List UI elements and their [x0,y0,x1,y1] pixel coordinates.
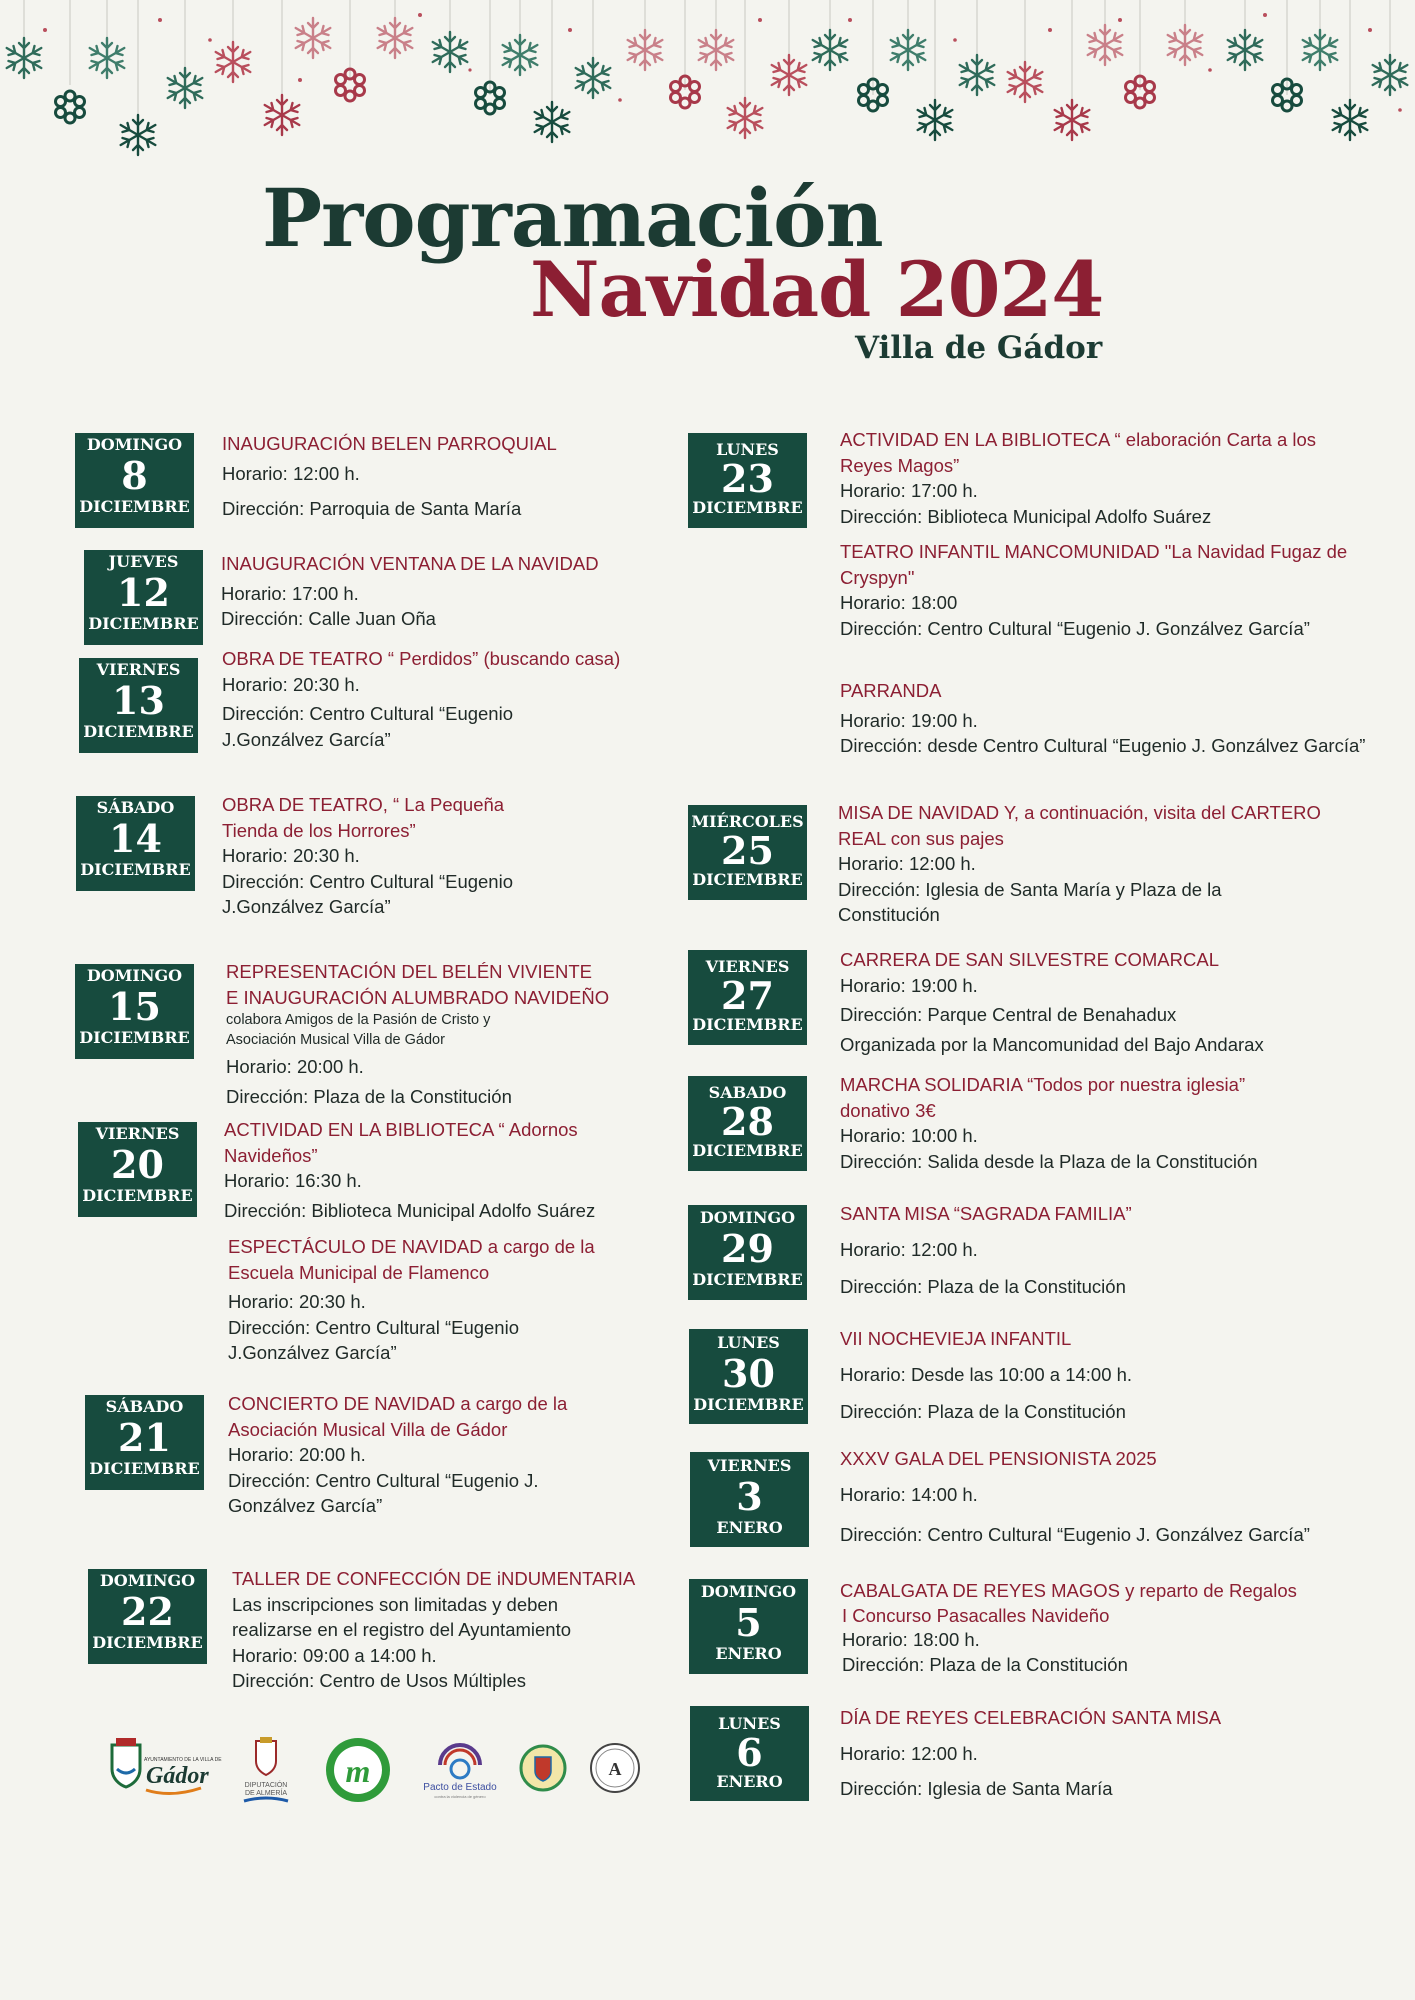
date-badge-20-dic [78,1122,197,1217]
badge-weekday: DOMINGO [86,966,183,985]
event-title: ESPECTÁCULO DE NAVIDAD a cargo de la Escuela Municipal de Flamenco [228,1236,595,1283]
event-marcha-solidaria [840,1072,1380,1174]
event-time: Horario: 12:00 h. [840,1238,978,1260]
event-time: Horario: 20:30 h. [222,845,360,866]
svg-text:AYUNTAMIENTO DE LA VILLA DE: AYUNTAMIENTO DE LA VILLA DE [144,1757,222,1763]
event-place: Dirección: Centro Cultural “Eugenio J.Gonzálvez García” [222,870,513,917]
title-villa-de-gador: Villa de Gádor [855,330,1103,366]
date-badge-25-dic [688,805,807,900]
svg-text:DE ALMERÍA: DE ALMERÍA [244,1790,288,1797]
event-time: Horario: 20:30 h. [222,673,360,695]
event-time: Horario: 12:00 h. [838,853,976,874]
event-place: Dirección: Centro Cultural “Eugenio J.Gonzálvez García” [222,703,513,750]
event-time: Horario: 20:30 h. [228,1291,366,1312]
event-note-line1: colabora Amigos de la Pasión de Cristo y [226,1012,491,1028]
date-badge-27-dic [688,950,807,1045]
badge-month: DICIEMBRE [693,1395,804,1414]
event-title: MARCHA SOLIDARIA “Todos por nuestra iglesia” donativo 3€ [840,1074,1246,1121]
badge-month: DICIEMBRE [692,498,803,517]
event-time: Horario: 20:00 h. [226,1056,364,1077]
event-belen-viviente [226,959,666,1109]
svg-text:DIPUTACIÓN: DIPUTACIÓN [244,1782,288,1789]
event-title: TEATRO INFANTIL MANCOMUNIDAD "La Navidad Fugaz de Cryspyn" [840,541,1348,588]
event-time: Horario: 19:00 h. [840,709,978,731]
event-gala-pensionista [840,1446,1380,1548]
badge-month: DICIEMBRE [692,1270,803,1289]
event-cabalgata-reyes [840,1578,1380,1677]
event-title: CABALGATA DE REYES MAGOS y reparto de Regalos [840,1580,1297,1601]
title-navidad-2024: Navidad 2024 [530,245,1104,334]
badge-day: 15 [108,984,161,1029]
date-badge-28-dic [688,1076,807,1171]
pacto-de-estado-logo [420,1735,500,1805]
badge-month: DICIEMBRE [79,497,190,516]
event-note: Las inscripciones son limitadas y deben realizarse en el registro del Ayuntamiento [232,1593,572,1640]
event-place: Dirección: Centro Cultural “Eugenio J. Gonzálvez García” [840,617,1310,639]
badge-day: 14 [109,816,162,861]
event-place: Dirección: Biblioteca Municipal Adolfo Suárez [224,1199,596,1221]
badge-day: 6 [736,1730,763,1775]
badge-month: DICIEMBRE [89,1459,200,1478]
svg-text:A: A [608,1759,622,1779]
event-title: VII NOCHEVIEJA INFANTIL [840,1328,1072,1349]
event-title-line1: REPRESENTACIÓN DEL BELÉN VIVIENTE [226,961,592,982]
event-santa-misa-sagrada-familia [840,1201,1380,1300]
asociacion-musical-logo [518,1735,568,1805]
event-place: Dirección: Salida desde la Plaza de la Constitución [840,1150,1258,1172]
badge-weekday: DOMINGO [99,1571,196,1590]
badge-weekday: SÁBADO [105,1397,184,1416]
event-place: Dirección: desde Centro Cultural “Eugenio J. Gonzálvez García” [840,735,1366,756]
event-place: Dirección: Plaza de la Constitución [226,1085,512,1107]
event-title: OBRA DE TEATRO, “ La Pequeña Tienda de los Horrores” [222,794,505,841]
event-note-line2: Asociación Musical Villa de Gádor [226,1032,445,1048]
event-time: Horario: 12:00 h. [222,462,360,484]
event-place: Dirección: Plaza de la Constitución [842,1653,1128,1675]
event-time: Horario: 20:00 h. [228,1444,366,1465]
event-place: Dirección: Plaza de la Constitución [840,1401,1126,1422]
event-title: SANTA MISA “SAGRADA FAMILIA” [840,1203,1132,1224]
event-subtitle: I Concurso Pasacalles Navideño [842,1604,1110,1626]
event-title: ACTIVIDAD EN LA BIBLIOTECA “ Adornos Navideños” [224,1119,578,1166]
date-badge-8-dic [75,433,194,528]
badge-month: DICIEMBRE [692,1141,803,1160]
event-title: CONCIERTO DE NAVIDAD a cargo de la Asociación Musical Villa de Gádor [228,1393,568,1440]
event-teatro-perdidos [222,646,667,752]
event-time: Horario: 10:00 h. [840,1125,978,1146]
badge-day: 3 [736,1474,763,1519]
badge-day: 29 [721,1226,774,1271]
event-title: XXXV GALA DEL PENSIONISTA 2025 [840,1448,1157,1469]
badge-day: 22 [121,1589,174,1634]
badge-weekday: SÁBADO [96,798,175,817]
date-badge-29-dic [688,1205,807,1300]
badge-weekday: DOMINGO [86,435,183,454]
badge-month: DICIEMBRE [92,1633,203,1652]
event-concierto-navidad [228,1391,648,1519]
event-time: Horario: 18:00 [840,592,958,613]
mancomunidad-logo [323,1735,393,1805]
event-title-line2: E INAUGURACIÓN ALUMBRADO NAVIDEÑO [226,986,610,1008]
event-note: Organizada por la Mancomunidad del Bajo Andarax [840,1033,1264,1055]
event-place: Dirección: Parque Central de Benahadux [840,1004,1177,1025]
badge-day: 25 [721,828,774,873]
badge-month: DICIEMBRE [83,722,194,741]
badge-day: 8 [121,453,148,498]
badge-weekday: LUNES [717,1333,780,1352]
event-time: Horario: 18:00 h. [842,1628,980,1650]
badge-day: 21 [118,1415,171,1460]
event-time: Horario: 16:30 h. [224,1170,362,1191]
event-biblioteca-adornos [224,1117,669,1223]
title-programacion: Programación [262,171,883,265]
badge-month: DICIEMBRE [88,614,199,633]
badge-month: DICIEMBRE [82,1186,193,1205]
event-place: Dirección: Centro Cultural “Eugenio J.Gonzálvez García” [228,1316,519,1363]
escudo-logo [588,1735,643,1805]
event-place: Dirección: Biblioteca Municipal Adolfo Suárez [840,505,1212,527]
snowflakes [7,18,1408,155]
event-san-silvestre [840,947,1380,1057]
badge-weekday: VIERNES [96,660,181,679]
badge-month: ENERO [715,1644,782,1663]
svg-text:contra la violencia de género: contra la violencia de género [434,1794,486,1799]
event-place: Dirección: Parroquia de Santa María [222,498,522,519]
badge-weekday: JUEVES [108,552,179,571]
event-misa-navidad [838,800,1378,928]
badge-day: 13 [112,678,165,723]
date-badge-5-ene [689,1579,808,1674]
date-badge-30-dic [689,1329,808,1424]
badge-day: 12 [117,570,170,615]
event-place: Dirección: Iglesia de Santa María y Plaza de la Constitución [838,878,1222,925]
event-title: MISA DE NAVIDAD Y, a continuación, visita del CARTERO REAL con sus pajes [838,802,1321,849]
event-title: PARRANDA [840,680,942,701]
event-belen-parroquial [222,431,652,522]
date-badge-15-dic [75,964,194,1059]
event-teatro-infantil [840,539,1380,641]
badge-month: DICIEMBRE [692,870,803,889]
event-ventana-navidad [221,551,661,632]
badge-day: 23 [721,456,774,501]
badge-weekday: MIÉRCOLES [691,812,804,831]
event-place: Dirección: Centro Cultural “Eugenio J. Gonzálvez García” [840,1524,1310,1545]
badge-weekday: LUNES [718,1714,781,1733]
event-taller-indumentaria [232,1566,652,1694]
event-place: Dirección: Plaza de la Constitución [840,1276,1126,1297]
event-place: Dirección: Calle Juan Oña [221,608,436,629]
decor-dots [43,13,1402,112]
badge-weekday: DOMINGO [700,1582,797,1601]
event-nochevieja-infantil [840,1326,1380,1425]
event-title: CARRERA DE SAN SILVESTRE COMARCAL [840,949,1219,970]
date-badge-13-dic [79,658,198,753]
badge-day: 30 [722,1351,775,1396]
event-time: Horario: 19:00 h. [840,974,978,996]
date-badge-12-dic [84,550,203,645]
badge-day: 27 [721,973,774,1018]
badge-month: DICIEMBRE [80,860,191,879]
badge-month: DICIEMBRE [79,1028,190,1047]
event-title: INAUGURACIÓN BELEN PARROQUIAL [222,433,557,454]
badge-month: DICIEMBRE [692,1015,803,1034]
badge-month: ENERO [716,1772,783,1791]
date-badge-6-ene [690,1706,809,1801]
badge-day: 28 [721,1099,774,1144]
event-parranda [840,678,1380,759]
event-time: Horario: Desde las 10:00 a 14:00 h. [840,1363,1133,1385]
sponsor-logos [108,1735,648,1815]
event-time: Horario: 17:00 h. [221,582,359,604]
event-title: TALLER DE CONFECCIÓN DE iNDUMENTARIA [232,1568,636,1589]
event-title: DÍA DE REYES CELEBRACIÓN SANTA MISA [840,1707,1222,1728]
badge-weekday: SABADO [708,1083,787,1102]
badge-weekday: LUNES [716,440,779,459]
event-time: Horario: 14:00 h. [840,1483,978,1505]
event-time: Horario: 09:00 a 14:00 h. [232,1644,437,1666]
event-place: Dirección: Centro Cultural “Eugenio J. Gonzálvez García” [228,1469,539,1516]
badge-weekday: DOMINGO [699,1208,796,1227]
ayuntamiento-gador-logo [108,1735,222,1805]
snowflake-garland [0,0,1415,175]
badge-weekday: VIERNES [705,957,790,976]
date-badge-22-dic [88,1569,207,1664]
event-title: ACTIVIDAD EN LA BIBLIOTECA “ elaboración Carta a los Reyes Magos” [840,429,1317,476]
date-badge-23-dic [688,433,807,528]
svg-text:Pacto de Estado: Pacto de Estado [423,1782,497,1793]
badge-month: ENERO [716,1518,783,1537]
date-badge-21-dic [85,1395,204,1490]
event-place: Dirección: Iglesia de Santa María [840,1778,1113,1799]
event-time: Horario: 12:00 h. [840,1742,978,1764]
event-title: OBRA DE TEATRO “ Perdidos” (buscando casa) [222,648,621,669]
event-place: Dirección: Centro de Usos Múltiples [232,1670,527,1691]
event-biblioteca-carta-reyes [840,427,1370,529]
event-dia-de-reyes [840,1705,1380,1802]
date-badge-3-ene [690,1452,809,1547]
event-time: Horario: 17:00 h. [840,480,978,501]
event-teatro-tienda-horrores [222,792,592,920]
svg-text:m: m [345,1753,371,1789]
event-title: INAUGURACIÓN VENTANA DE LA NAVIDAD [221,553,599,574]
badge-weekday: VIERNES [707,1456,792,1475]
date-badge-14-dic [76,796,195,891]
svg-text:Gádor: Gádor [146,1763,209,1789]
badge-weekday: VIERNES [95,1124,180,1143]
badge-day: 20 [111,1142,164,1187]
event-espectaculo-flamenco [228,1234,648,1366]
diputacion-almeria-logo [236,1735,296,1805]
badge-day: 5 [735,1600,762,1645]
